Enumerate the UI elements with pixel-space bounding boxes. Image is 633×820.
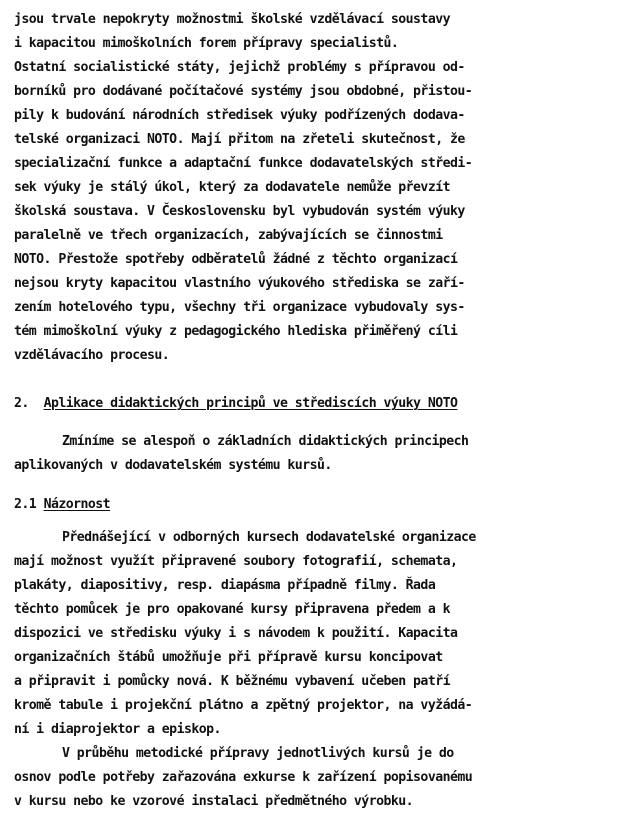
subsection-number: 2.1 <box>14 497 37 512</box>
body-text-line: školská soustava. V Československu byl vybudován systém výuky <box>14 204 465 219</box>
subsection-title: Názornost <box>43 497 111 512</box>
body-text-line: v kursu nebo ke vzorové instalaci předmětného výrobku. <box>14 794 414 809</box>
body-text-line: dispozici ve středisku výuky i s návodem k použití. Kapacita <box>14 626 458 641</box>
body-text-line: osnov podle potřeby zařazována exkurse k zařízení popisovanému <box>14 770 473 785</box>
body-text-line: borníků pro dodávané počítačové systémy jsou obdobné, přistou- <box>14 84 473 99</box>
body-text-line: i kapacitou mimoškolních forem přípravy specialistů. <box>14 36 399 51</box>
body-text-line: pily k budování národních středisek výuky podřízených dodava- <box>14 108 465 123</box>
section-title: Aplikace didaktických principů ve střediscích výuky NOTO <box>43 396 458 411</box>
section-number: 2. <box>14 396 29 411</box>
body-text-line: Zmíníme se alespoň o základních didaktických principech <box>62 434 469 449</box>
body-text-line: zením hotelového typu, všechny tři organizace vybudovaly sys- <box>14 300 465 315</box>
body-text-line: NOTO. Přestože spotřeby odběratelů žádné z těchto organizací <box>14 252 458 267</box>
body-text-line: těchto pomůcek je pro opakované kursy připravena předem a k <box>14 602 450 617</box>
body-text-line: a připravit i pomůcky nová. K běžnému vybavení učeben patří <box>14 674 450 689</box>
body-text-line: mají možnost využít připravené soubory fotografií, schemata, <box>14 554 458 569</box>
body-text-line: sek výuky je stálý úkol, který za dodavatele nemůže převzít <box>14 180 450 195</box>
body-text-line: V průběhu metodické přípravy jednotlivých kursů je do <box>62 746 454 761</box>
body-text-line: Přednášející v odborných kursech dodavatelské organizace <box>62 530 476 545</box>
body-text-line: nejsou kryty kapacitou vlastního výukového střediska se zaří- <box>14 276 465 291</box>
body-text-line: plakáty, diapositivy, resp. diapásma případně filmy. Řada <box>14 578 436 593</box>
body-text-line: paralelně ve třech organizacích, zabývajících se činnostmi <box>14 228 443 243</box>
body-text-line: ní i diaprojektor a episkop. <box>14 722 221 737</box>
body-text-line: organizačních štábů umožňuje při přípravě kursu koncipovat <box>14 650 443 665</box>
body-text-line: specializační funkce a adaptační funkce dodavatelských středi- <box>14 156 473 171</box>
body-text-line: Ostatní socialistické státy, jejichž problémy s přípravou od- <box>14 60 465 75</box>
body-text-line: jsou trvale nepokryty možnostmi školské vzdělávací soustavy <box>14 12 450 27</box>
body-text-line: aplikovaných v dodavatelském systému kursů. <box>14 458 332 473</box>
body-text-line: telské organizaci NOTO. Mají přitom na zřeteli skutečnost, že <box>14 132 465 147</box>
body-text-line: tém mimoškolní výuky z pedagogického hlediska přiměřený cíli <box>14 324 458 339</box>
section-heading <box>14 396 457 412</box>
body-text-line: vzdělávacího procesu. <box>14 348 170 363</box>
subsection-heading <box>14 497 110 513</box>
body-text-line: kromě tabule i projekční plátno a zpětný projektor, na vyžádá- <box>14 698 473 713</box>
